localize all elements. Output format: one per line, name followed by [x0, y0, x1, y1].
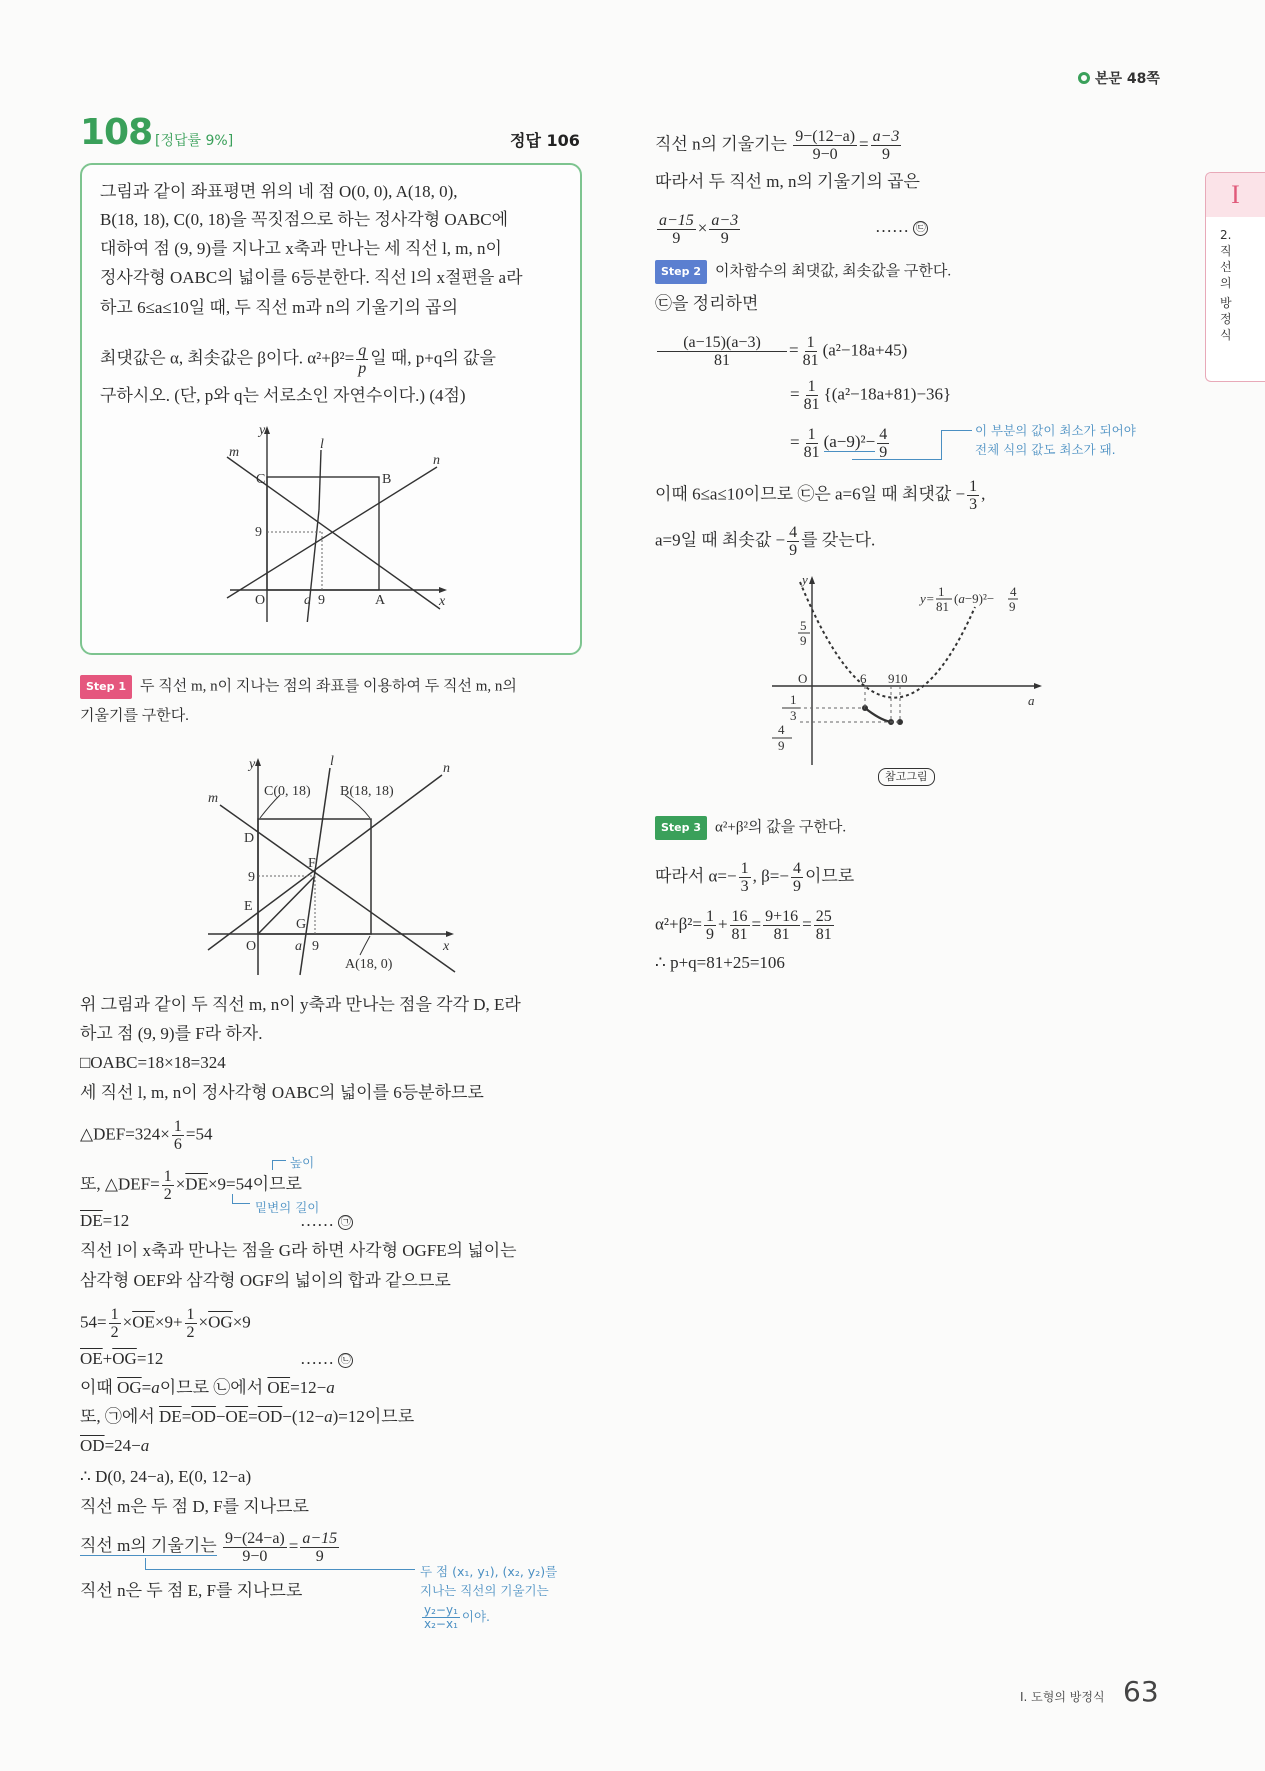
- arrow-line: [942, 430, 972, 431]
- svg-text:y: y: [259, 423, 266, 438]
- svg-text:y: y: [802, 572, 808, 587]
- svg-text:l: l: [320, 437, 324, 452]
- step1-figure: [200, 750, 470, 980]
- step3-badge: Step 3: [655, 816, 707, 840]
- step3-line1: 따라서 α=− $\frac{1}{3}$ , β=− $\frac{4}{9}$ 이므로: [655, 860, 855, 895]
- quadratic-graph: [760, 570, 1060, 770]
- svg-text:(a−9)²−: (a−9)²−: [954, 591, 995, 606]
- step3-heading: Step 3 α²+β²의 값을 구한다.: [655, 816, 846, 840]
- reference-figure-caption: 참고그림: [878, 768, 935, 786]
- svg-text:x: x: [439, 594, 446, 609]
- svg-text:A: A: [375, 593, 386, 608]
- step2-badge: Step 2: [655, 260, 707, 284]
- note-base: 밑변의 길이: [255, 1200, 320, 1215]
- step3-line3: ∴ p+q=81+25=106: [655, 953, 785, 972]
- arrow-icon: [232, 1194, 250, 1204]
- svg-text:y=: y=: [920, 591, 935, 606]
- note-minimum: 이 부분의 값이 최소가 되어야 전체 식의 값도 최소가 돼.: [975, 423, 1136, 457]
- mark-2: …… ㉡: [300, 1348, 353, 1370]
- problem-line: B(18, 18), C(0, 18)을 꼭짓점으로 하는 정사각형 OABC에: [100, 210, 509, 229]
- answer-label: 정답 106: [510, 131, 580, 150]
- svg-text:m: m: [208, 791, 219, 806]
- svg-text:9: 9: [1009, 599, 1016, 614]
- step1-heading: Step 1 두 직선 m, n이 지나는 점의 좌표를 이용하여 두 직선 m, n의: [80, 675, 517, 699]
- step1-body-line: 삼각형 OEF와 삼각형 OGF의 넓이의 합과 같으므로: [80, 1271, 451, 1290]
- svg-text:81: 81: [936, 599, 949, 614]
- step2-intro: ㉢을 정리하면: [655, 294, 759, 313]
- step1-body-line: 세 직선 l, m, n이 정사각형 OABC의 넓이를 6등분하므로: [80, 1083, 484, 1102]
- svg-text:m: m: [229, 445, 240, 460]
- svg-text:A(18, 0): A(18, 0): [345, 957, 393, 972]
- problem-line: 하고 6≤a≤10일 때, 두 직선 m과 n의 기울기의 곱의: [100, 298, 459, 317]
- svg-text:a: a: [304, 593, 311, 608]
- m-passes: 직선 m은 두 점 D, F를 지나므로: [80, 1497, 309, 1516]
- step1-body-line: 하고 점 (9, 9)를 F라 하자.: [80, 1024, 263, 1043]
- svg-text:G: G: [296, 917, 307, 932]
- svg-text:l: l: [330, 754, 334, 769]
- step2-eq1: $\frac{(a-15)(a-3)}{81}$ = $\frac{1}{81}$ (a²−18a+45): [655, 334, 907, 369]
- svg-text:F: F: [308, 856, 316, 871]
- problem-line: 구하시오. (단, p와 q는 서로소인 자연수이다.) (4점): [100, 386, 466, 405]
- eq-de: $\overline{DE}=12$: [80, 1211, 130, 1230]
- step1-body-line: 위 그림과 같이 두 직선 m, n이 y축과 만나는 점을 각각 D, E라: [80, 995, 521, 1014]
- n-passes: 직선 n은 두 점 E, F를 지나므로: [80, 1581, 303, 1600]
- svg-text:y: y: [249, 757, 256, 772]
- eq-de2: 또, ㉠에서 $\overline{DE}=\overline{OD}-\overline{OE}=\overline{OD}-(12-a)=12$이므로: [80, 1407, 415, 1426]
- step1-heading-cont: 기울기를 구한다.: [80, 708, 189, 724]
- svg-text:O: O: [246, 939, 257, 954]
- svg-text:9: 9: [248, 870, 255, 885]
- svg-text:B(18, 18): B(18, 18): [340, 784, 394, 799]
- svg-text:910: 910: [888, 671, 908, 686]
- step1-body-line: 직선 l이 x축과 만나는 점을 G라 하면 사각형 OGFE의 넓이는: [80, 1241, 517, 1260]
- svg-text:D: D: [244, 831, 255, 846]
- problem-figure: [215, 422, 455, 622]
- svg-text:a: a: [295, 939, 302, 954]
- chapter-side-tab[interactable]: [1205, 172, 1265, 382]
- green-circle-icon: [1078, 72, 1090, 84]
- svg-text:9: 9: [318, 593, 325, 608]
- eq-def-area-2: 또, △DEF= $\frac{1}{2}$ $\times\overline{DE}\times 9=54$이므로: [80, 1168, 302, 1203]
- svg-text:3: 3: [790, 708, 797, 723]
- svg-text:E: E: [244, 899, 253, 914]
- svg-text:C(0, 18): C(0, 18): [264, 784, 311, 799]
- svg-text:O: O: [255, 593, 266, 608]
- page-number: 63: [1123, 1675, 1159, 1708]
- svg-text:9: 9: [800, 633, 807, 648]
- note-height: 높이: [290, 1155, 315, 1170]
- svg-text:1: 1: [938, 584, 945, 599]
- step1-badge: Step 1: [80, 675, 132, 699]
- mark-1: …… ㉠: [300, 1210, 353, 1232]
- n-slope: 직선 n의 기울기는 $\frac{9-(12-a)}{9-0}$ = $\frac{a-3}{9}$: [655, 128, 900, 163]
- svg-text:4: 4: [778, 722, 785, 737]
- min-line: a=9일 때 최솟값 − $\frac{4}{9}$ 를 갖는다.: [655, 524, 876, 559]
- problem-line: 최댓값은 α, 최솟값은 β이다. α²+β²= $\frac{q}{p}$ 일 때, p+q의 값을: [100, 342, 496, 377]
- eq-54: 54= $\frac{1}{2}$ $\times\overline{OE}\times 9+$ $\frac{1}{2}$ $\times\overline{OG}\times 9$: [80, 1306, 251, 1341]
- step2-eq3: = $\frac{1}{81}$ (a−9)²− $\frac{4}{9}$: [790, 426, 888, 461]
- problem-number: 108: [80, 112, 153, 153]
- max-line: 이때 6≤a≤10이므로 ㉢은 a=6일 때 최댓값 − $\frac{1}{3}$ ,: [655, 478, 986, 513]
- fraction-q-over-p: $\frac{q}{p}$: [358, 342, 367, 377]
- eq-points: ∴ D(0, 24−a), E(0, 12−a): [80, 1467, 252, 1486]
- step1-body-line: □OABC=18×18=324: [80, 1053, 226, 1072]
- correct-rate: [정답률 9%]: [155, 133, 234, 149]
- problem-line: 그림과 같이 좌표평면 위의 네 점 O(0, 0), A(18, 0),: [100, 182, 458, 201]
- step2-eq2: = $\frac{1}{81}$ {(a²−18a+81)−36}: [790, 378, 952, 413]
- step3-line2: α²+β²= $\frac{1}{9}$ + $\frac{16}{81}$ = $\frac{9+16}{81}$ = $\frac{25}{81}$: [655, 908, 832, 943]
- eq-og: 이때 $\overline{OG}=a$이므로 ㉡에서 $\overline{OE}=12-a$: [80, 1378, 335, 1397]
- problem-line: 정사각형 OABC의 넓이를 6등분한다. 직선 l의 x절편을 a라: [100, 268, 523, 287]
- eq-sum: $\overline{OE}+\overline{OG}=12$: [80, 1349, 164, 1368]
- step2-heading: Step 2 이차함수의 최댓값, 최솟값을 구한다.: [655, 260, 951, 284]
- note-slope: 두 점 (x₁, y₁), (x₂, y₂)를 지나는 직선의 기울기는 $\frac{\text{y₂−y₁}}{\text{x₂−x₁}}$ 이야.: [420, 1564, 558, 1631]
- svg-text:4: 4: [1010, 584, 1017, 599]
- product-expr: $\frac{a-15}{9}$ × $\frac{a-3}{9}$: [659, 212, 739, 247]
- svg-text:n: n: [433, 453, 440, 468]
- chapter-title-vertical: 2. 직 선 의 방 정 식: [1220, 228, 1232, 342]
- eq-def-area: △DEF=324× $\frac{1}{6}$ =54: [80, 1118, 213, 1153]
- arrow-line: [145, 1558, 415, 1570]
- svg-text:B: B: [382, 472, 392, 487]
- page-reference-label: 본문 48쪽: [1095, 71, 1160, 87]
- footer-chapter: Ⅰ. 도형의 방정식: [1020, 1690, 1105, 1704]
- svg-text:9: 9: [312, 939, 319, 954]
- svg-text:n: n: [443, 761, 450, 776]
- svg-text:6: 6: [860, 671, 867, 686]
- eq-od: $\overline{OD}=24-a$: [80, 1436, 150, 1455]
- svg-text:1: 1: [790, 692, 797, 707]
- chapter-roman: I: [1206, 173, 1265, 217]
- m-slope: 직선 m의 기울기는 $\frac{9-(24-a)}{9-0}$ = $\frac{a-15}{9}$: [80, 1530, 338, 1565]
- svg-text:x: x: [443, 939, 450, 954]
- page-reference: [1078, 68, 1160, 88]
- svg-text:O: O: [798, 671, 808, 686]
- svg-text:C: C: [256, 472, 266, 487]
- svg-text:9: 9: [255, 525, 262, 540]
- svg-text:a: a: [1028, 693, 1035, 708]
- problem-line: 대하여 점 (9, 9)를 지나고 x축과 만나는 세 직선 l, m, n이: [100, 239, 502, 258]
- product-label: 따라서 두 직선 m, n의 기울기의 곱은: [655, 172, 920, 191]
- svg-text:5: 5: [800, 618, 807, 633]
- arrow-line: [852, 430, 942, 460]
- mark-3: …… ㉢: [875, 216, 928, 238]
- svg-text:9: 9: [778, 738, 785, 753]
